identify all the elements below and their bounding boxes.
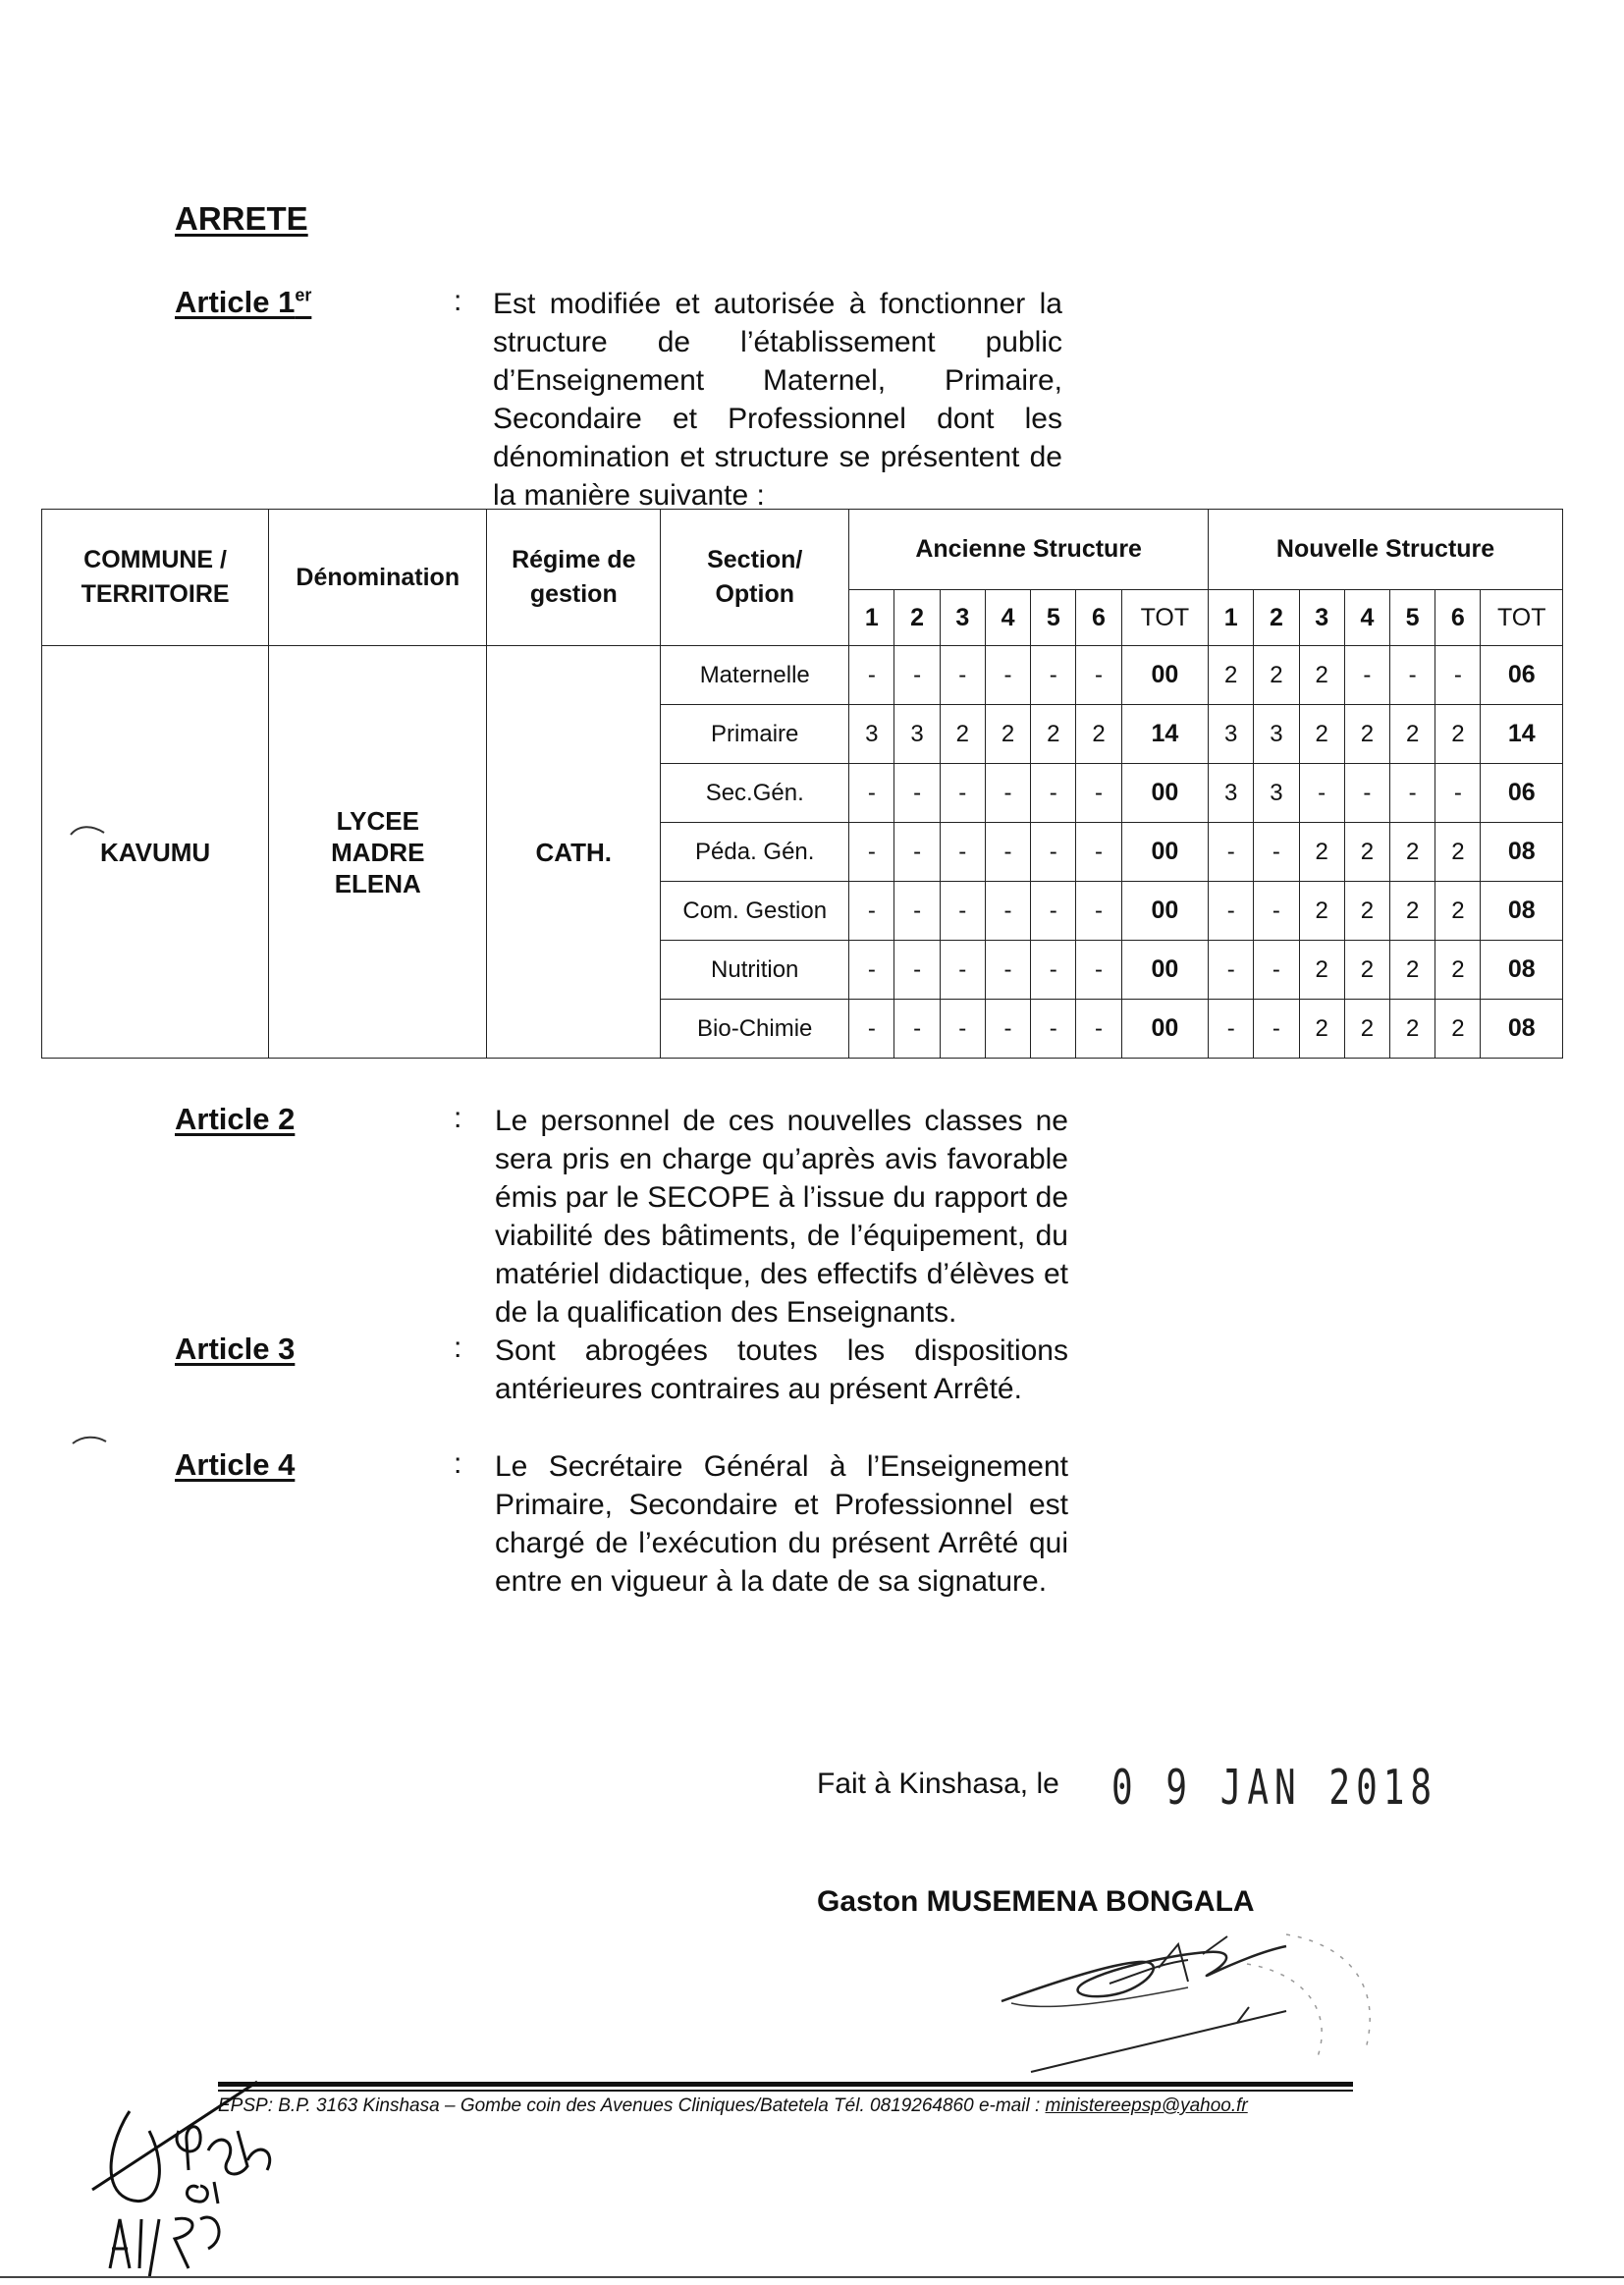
scan-mark xyxy=(69,823,108,839)
ancienne-grade-cell: - xyxy=(940,646,985,705)
nouvelle-grade-cell: - xyxy=(1209,1000,1254,1059)
regime-cell: CATH. xyxy=(487,646,661,1059)
nouvelle-grade-cell: - xyxy=(1254,941,1299,1000)
structure-table xyxy=(41,509,1563,1059)
footer-address: EPSP: B.P. 3163 Kinshasa – Gombe coin des Avenues Cliniques/Batetela Tél. 0819264860 e-mail : ministereepsp@yahoo.fr xyxy=(218,2095,1248,2116)
grade-header: 1 xyxy=(849,590,894,646)
ancienne-grade-cell: - xyxy=(1031,764,1076,823)
handwritten-annotation xyxy=(90,2072,306,2278)
ancienne-grade-cell: 2 xyxy=(1031,705,1076,764)
nouvelle-grade-cell: - xyxy=(1390,646,1435,705)
article-2-text: Le personnel de ces nouvelles classes ne sera pris en charge qu’après avis favorable émis par le SECOPE à l’issue du rapport de viabilité des bâtiments, de l’équipement, du matériel didactique, des effectifs d’élèves et de la qualification des Enseignants. xyxy=(495,1105,1068,1329)
header-section: Section/ Option xyxy=(661,510,849,646)
grade-header: 3 xyxy=(1299,590,1344,646)
article-4-label: Article 4 xyxy=(175,1447,296,1482)
footer-rule xyxy=(218,2082,1353,2087)
grade-header: 6 xyxy=(1435,590,1481,646)
ancienne-grade-cell: - xyxy=(1076,823,1121,882)
grade-header: 3 xyxy=(940,590,985,646)
ancienne-grade-cell: - xyxy=(894,1000,940,1059)
ancienne-grade-cell: 2 xyxy=(985,705,1030,764)
ancienne-total-cell: 00 xyxy=(1121,646,1208,705)
nouvelle-grade-cell: 3 xyxy=(1254,764,1299,823)
nouvelle-grade-cell: 3 xyxy=(1209,705,1254,764)
nouvelle-grade-cell: - xyxy=(1209,941,1254,1000)
ancienne-grade-cell: - xyxy=(849,646,894,705)
ancienne-grade-cell: - xyxy=(894,646,940,705)
ancienne-grade-cell: - xyxy=(849,764,894,823)
ancienne-grade-cell: - xyxy=(1076,941,1121,1000)
nouvelle-total-cell: 14 xyxy=(1481,705,1563,764)
ancienne-grade-cell: - xyxy=(894,823,940,882)
ancienne-grade-cell: - xyxy=(849,823,894,882)
article-3-label: Article 3 xyxy=(175,1332,296,1366)
grade-header: 1 xyxy=(1209,590,1254,646)
nouvelle-grade-cell: - xyxy=(1435,646,1481,705)
article-1-label: Article 1er xyxy=(175,285,312,319)
document-heading: ARRETE xyxy=(175,200,308,237)
ancienne-total-cell: 00 xyxy=(1121,882,1208,941)
nouvelle-total-cell: 06 xyxy=(1481,646,1563,705)
nouvelle-total-cell: 06 xyxy=(1481,764,1563,823)
grade-header: 4 xyxy=(985,590,1030,646)
nouvelle-grade-cell: 2 xyxy=(1435,705,1481,764)
nouvelle-grade-cell: 2 xyxy=(1344,705,1389,764)
nouvelle-grade-cell: - xyxy=(1435,764,1481,823)
ancienne-grade-cell: - xyxy=(1031,1000,1076,1059)
ancienne-total-cell: 14 xyxy=(1121,705,1208,764)
ancienne-grade-cell: - xyxy=(985,1000,1030,1059)
nouvelle-grade-cell: - xyxy=(1254,882,1299,941)
ancienne-grade-cell: - xyxy=(1031,882,1076,941)
footer-rule-thin xyxy=(218,2090,1353,2092)
ancienne-grade-cell: - xyxy=(940,882,985,941)
nouvelle-grade-cell: 2 xyxy=(1390,941,1435,1000)
ancienne-grade-cell: - xyxy=(1076,764,1121,823)
ancienne-total-cell: 00 xyxy=(1121,941,1208,1000)
ancienne-grade-cell: - xyxy=(940,764,985,823)
nouvelle-grade-cell: - xyxy=(1299,764,1344,823)
nouvelle-grade-cell: - xyxy=(1254,823,1299,882)
ancienne-grade-cell: 3 xyxy=(849,705,894,764)
section-option-cell: Sec.Gén. xyxy=(661,764,849,823)
ancienne-grade-cell: - xyxy=(849,1000,894,1059)
ancienne-total-cell: 00 xyxy=(1121,764,1208,823)
section-option-cell: Nutrition xyxy=(661,941,849,1000)
nouvelle-grade-cell: 2 xyxy=(1435,882,1481,941)
nouvelle-grade-cell: 2 xyxy=(1390,705,1435,764)
nouvelle-grade-cell: 3 xyxy=(1209,764,1254,823)
header-denomination: Dénomination xyxy=(269,510,487,646)
ancienne-grade-cell: - xyxy=(849,941,894,1000)
grade-header: 5 xyxy=(1390,590,1435,646)
nouvelle-grade-cell: 2 xyxy=(1390,1000,1435,1059)
ancienne-grade-cell: - xyxy=(894,882,940,941)
nouvelle-grade-cell: 2 xyxy=(1299,705,1344,764)
nouvelle-grade-cell: - xyxy=(1209,882,1254,941)
place-date-label: Fait à Kinshasa, le xyxy=(817,1768,1059,1800)
ancienne-grade-cell: - xyxy=(985,941,1030,1000)
ancienne-grade-cell: - xyxy=(849,882,894,941)
nouvelle-grade-cell: 2 xyxy=(1344,823,1389,882)
ancienne-grade-cell: - xyxy=(894,941,940,1000)
nouvelle-total-cell: 08 xyxy=(1481,1000,1563,1059)
nouvelle-total-cell: 08 xyxy=(1481,941,1563,1000)
nouvelle-grade-cell: - xyxy=(1344,646,1389,705)
article-3-text: Sont abrogées toutes les dispositions antérieures contraires au présent Arrêté. xyxy=(495,1334,1068,1405)
commune-cell: KAVUMU xyxy=(42,646,269,1059)
nouvelle-grade-cell: 2 xyxy=(1390,823,1435,882)
grade-header: 6 xyxy=(1076,590,1121,646)
header-ancienne-structure: Ancienne Structure xyxy=(849,510,1209,590)
nouvelle-grade-cell: - xyxy=(1209,823,1254,882)
ancienne-total-cell: 00 xyxy=(1121,1000,1208,1059)
ancienne-grade-cell: - xyxy=(985,882,1030,941)
section-option-cell: Bio-Chimie xyxy=(661,1000,849,1059)
tot-header: TOT xyxy=(1481,590,1563,646)
nouvelle-grade-cell: 2 xyxy=(1299,1000,1344,1059)
section-option-cell: Com. Gestion xyxy=(661,882,849,941)
ancienne-grade-cell: 2 xyxy=(940,705,985,764)
grade-header: 4 xyxy=(1344,590,1389,646)
ancienne-grade-cell: - xyxy=(985,764,1030,823)
ancienne-grade-cell: 2 xyxy=(1076,705,1121,764)
header-regime: Régime de gestion xyxy=(487,510,661,646)
nouvelle-grade-cell: 2 xyxy=(1435,823,1481,882)
ancienne-grade-cell: - xyxy=(1076,646,1121,705)
footer-email: ministereepsp@yahoo.fr xyxy=(1045,2095,1248,2116)
nouvelle-grade-cell: 2 xyxy=(1435,941,1481,1000)
nouvelle-total-cell: 08 xyxy=(1481,882,1563,941)
nouvelle-grade-cell: - xyxy=(1254,1000,1299,1059)
nouvelle-grade-cell: 2 xyxy=(1344,882,1389,941)
nouvelle-grade-cell: 2 xyxy=(1435,1000,1481,1059)
nouvelle-grade-cell: 2 xyxy=(1299,646,1344,705)
scan-mark xyxy=(71,1434,110,1449)
nouvelle-grade-cell: 3 xyxy=(1254,705,1299,764)
nouvelle-grade-cell: 2 xyxy=(1299,823,1344,882)
nouvelle-grade-cell: 2 xyxy=(1390,882,1435,941)
nouvelle-grade-cell: 2 xyxy=(1254,646,1299,705)
nouvelle-grade-cell: 2 xyxy=(1209,646,1254,705)
nouvelle-grade-cell: 2 xyxy=(1344,941,1389,1000)
ancienne-grade-cell: - xyxy=(1031,941,1076,1000)
ancienne-grade-cell: 3 xyxy=(894,705,940,764)
article-1-text: Est modifiée et autorisée à fonctionner la structure de l’établissement public d’Enseignement Maternel, Primaire, Secondaire et Professionnel dont les dénomination et structure se présentent de la manière suivante : xyxy=(493,288,1062,512)
table-row xyxy=(42,646,1563,705)
ancienne-grade-cell: - xyxy=(940,941,985,1000)
section-option-cell: Maternelle xyxy=(661,646,849,705)
ancienne-grade-cell: - xyxy=(985,823,1030,882)
section-option-cell: Péda. Gén. xyxy=(661,823,849,882)
nouvelle-grade-cell: 2 xyxy=(1299,941,1344,1000)
ancienne-grade-cell: - xyxy=(894,764,940,823)
grade-header: 2 xyxy=(894,590,940,646)
nouvelle-grade-cell: 2 xyxy=(1344,1000,1389,1059)
nouvelle-grade-cell: 2 xyxy=(1299,882,1344,941)
ancienne-grade-cell: - xyxy=(1031,823,1076,882)
ancienne-grade-cell: - xyxy=(1031,646,1076,705)
ancienne-total-cell: 00 xyxy=(1121,823,1208,882)
nouvelle-grade-cell: - xyxy=(1344,764,1389,823)
signature-image xyxy=(992,1925,1404,2082)
nouvelle-total-cell: 08 xyxy=(1481,823,1563,882)
ancienne-grade-cell: - xyxy=(1076,882,1121,941)
grade-header: 5 xyxy=(1031,590,1076,646)
nouvelle-grade-cell: - xyxy=(1390,764,1435,823)
section-option-cell: Primaire xyxy=(661,705,849,764)
article-4-text: Le Secrétaire Général à l’Enseignement Primaire, Secondaire et Professionnel est chargé de l’exécution du présent Arrêté qui entre en vigueur à la date de sa signature. xyxy=(495,1450,1068,1598)
ancienne-grade-cell: - xyxy=(985,646,1030,705)
ancienne-grade-cell: - xyxy=(940,823,985,882)
header-nouvelle-structure: Nouvelle Structure xyxy=(1209,510,1563,590)
denomination-cell: LYCEE MADRE ELENA xyxy=(269,646,487,1059)
tot-header: TOT xyxy=(1121,590,1208,646)
ancienne-grade-cell: - xyxy=(1076,1000,1121,1059)
header-commune: COMMUNE / TERRITOIRE xyxy=(42,510,269,646)
ancienne-grade-cell: - xyxy=(940,1000,985,1059)
grade-header: 2 xyxy=(1254,590,1299,646)
scan-edge-line xyxy=(0,2276,1624,2278)
signer-name: Gaston MUSEMENA BONGALA xyxy=(817,1885,1255,1918)
article-2-label: Article 2 xyxy=(175,1102,296,1136)
date-stamp: 0 9 JAN 2018 xyxy=(1111,1762,1438,1817)
